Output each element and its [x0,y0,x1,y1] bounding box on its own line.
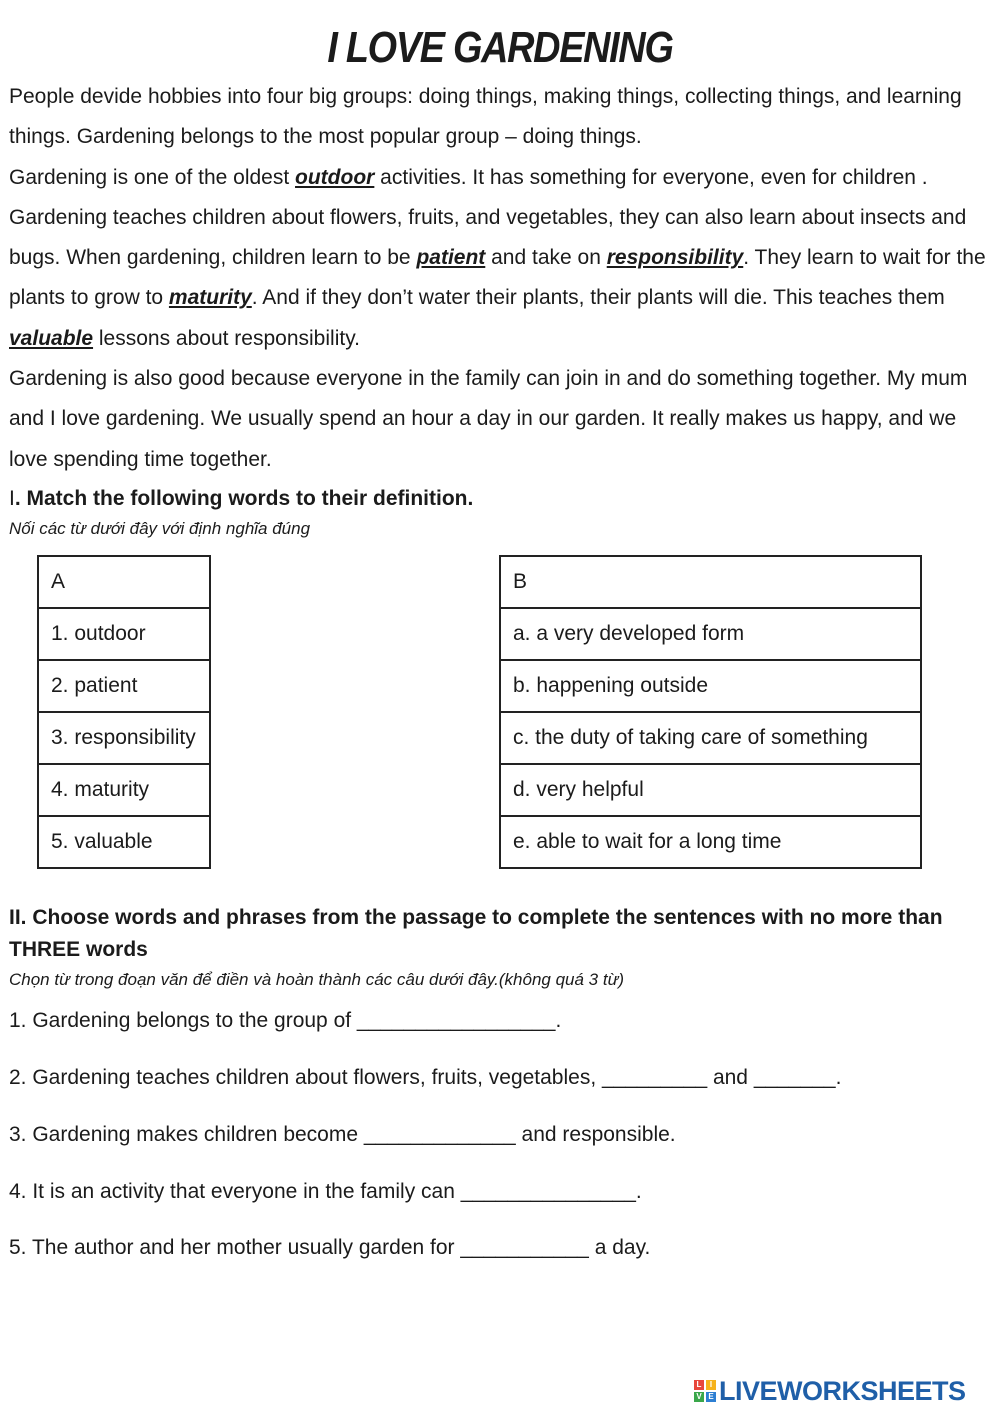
column-b-header: B [500,556,921,608]
match-definition-cell[interactable]: a. a very developed form [500,608,921,660]
match-table-a [37,555,211,869]
question-3: 3. Gardening makes children become _____________ and responsible. [9,1123,676,1146]
passage-text: lessons about responsibility. [93,326,360,350]
question-1: 1. Gardening belongs to the group of _________________. [9,1009,562,1032]
passage-text: activities. It has something for everyone, even for children . Gardening teaches children about flowers, fruits, and vegetables, they can also learn about insects and bugs. When gardening, children learn to be [9,165,967,270]
logo-cell: I [706,1380,716,1390]
passage-text: . They learn to wait for the plants to grow to [9,246,986,310]
logo-grid-icon [694,1380,716,1402]
liveworksheets-logo [694,1376,966,1406]
passage-paragraph-3: Gardening is also good because everyone in the family can join in and do something together. My mum and I love gardening. We usually spend an hour a day in our garden. It really makes us happy, and we love spending time together. [9,367,968,471]
logo-cell: V [694,1392,704,1402]
match-word-cell[interactable]: 3. responsibility [38,712,210,764]
section1-number: I [9,487,15,510]
passage-text: and take on [485,246,607,270]
match-definition-cell[interactable]: e. able to wait for a long time [500,816,921,868]
keyword-outdoor: outdoor [295,165,375,189]
question-4: 4. It is an activity that everyone in the family can _______________. [9,1180,642,1203]
keyword-valuable: valuable [9,326,94,350]
match-word-cell[interactable]: 4. maturity [38,764,210,816]
match-word-cell[interactable]: 5. valuable [38,816,210,868]
question-2: 2. Gardening teaches children about flowers, fruits, vegetables, _________ and _______. [9,1066,842,1089]
match-definition-cell[interactable]: d. very helpful [500,764,921,816]
match-word-cell[interactable]: 1. outdoor [38,608,210,660]
passage-paragraph-1: People devide hobbies into four big groups: doing things, making things, collecting things, and learning things. Gardening belongs to the most popular group – doing things. [9,85,962,149]
match-definition-cell[interactable]: b. happening outside [500,660,921,712]
match-definition-cell[interactable]: c. the duty of taking care of something [500,712,921,764]
logo-cell: E [706,1392,716,1402]
section1-subtitle: Nối các từ dưới đây với định nghĩa đúng [9,519,311,538]
reading-passage [9,77,994,480]
keyword-maturity: maturity [168,286,252,310]
keyword-patient: patient [416,246,486,270]
section2-heading: II. Choose words and phrases from the passage to complete the sentences with no more than THREE words [9,906,943,961]
logo-cell: L [694,1380,704,1390]
worksheet-title: I LOVE GARDENING [327,23,673,72]
match-word-cell[interactable]: 2. patient [38,660,210,712]
match-table-b [499,555,922,869]
column-a-header: A [38,556,210,608]
passage-text: Gardening is one of the oldest [9,165,296,189]
section1-heading [9,484,473,514]
question-5: 5. The author and her mother usually garden for ___________ a day. [9,1236,651,1259]
passage-paragraph-2 [9,158,994,359]
passage-text: . And if they don’t water their plants, their plants will die. This teaches them [251,286,945,310]
keyword-responsibility: responsibility [606,246,744,270]
section2-subtitle: Chọn từ trong đoạn văn để điền và hoàn thành các câu dưới đây.(không quá 3 từ) [9,970,625,989]
section1-heading-text: . Match the following words to their definition. [14,487,474,510]
logo-text: LIVEWORKSHEETS [719,1375,966,1406]
